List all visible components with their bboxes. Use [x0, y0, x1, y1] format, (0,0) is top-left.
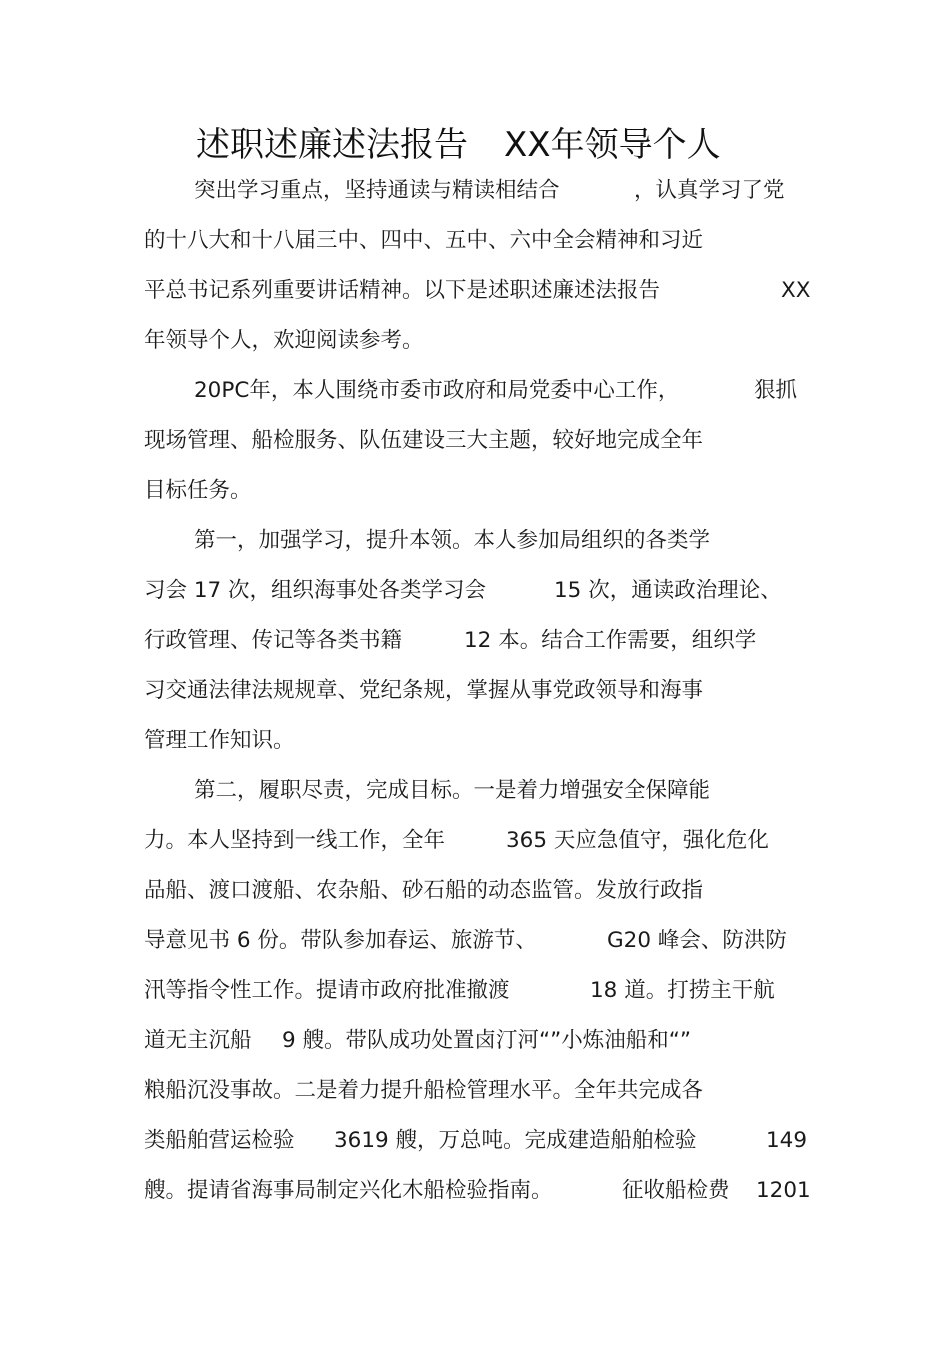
- text-segment: 18 道。打捞主干航: [590, 978, 775, 1003]
- text-segment: 平总书记系列重要讲话精神。以下是述职述廉述法报告: [144, 278, 661, 303]
- text-segment: 365 天应急值守，强化危化: [506, 828, 769, 853]
- text-segment: XX: [781, 278, 811, 303]
- text-segment: 道无主沉船: [144, 1028, 252, 1053]
- text-segment: 1201: [756, 1178, 811, 1203]
- text-segment: 狠抓: [754, 378, 798, 403]
- text-segment: 导意见书 6 份。带队参加春运、旅游节、: [144, 928, 537, 953]
- title-part-2: XX年领导个人: [504, 125, 721, 165]
- text-segment: 习会 17 次，组织海事处各类学习会: [144, 578, 487, 603]
- text-segment: 现场管理、船检服务、队伍建设三大主题，较好地完成全年: [144, 428, 704, 453]
- text-segment: 第二，履职尽责，完成目标。一是着力增强安全保障能: [194, 778, 711, 803]
- text-segment: 突出学习重点，坚持通读与精读相结合: [194, 178, 560, 203]
- text-segment: 汛等指令性工作。提请市政府批准撤渡: [144, 978, 510, 1003]
- text-segment: ，认真学习了党: [634, 178, 785, 203]
- text-segment: 力。本人坚持到一线工作，全年: [144, 828, 446, 853]
- text-segment: 年领导个人，欢迎阅读参考。: [144, 328, 424, 353]
- text-segment: G20 峰会、防洪防: [607, 928, 787, 953]
- text-segment: 12 本。结合工作需要，组织学: [464, 628, 757, 653]
- text-segment: 行政管理、传记等各类书籍: [144, 628, 403, 653]
- text-segment: 20PC年，本人围绕市委市政府和局党委中心工作，: [194, 378, 680, 403]
- text-segment: 管理工作知识。: [144, 728, 295, 753]
- text-segment: 粮船沉没事故。二是着力提升船检管理水平。全年共完成各: [144, 1078, 704, 1103]
- text-segment: 目标任务。: [144, 478, 252, 503]
- text-segment: 149: [766, 1128, 808, 1153]
- document-title: [196, 122, 721, 168]
- text-segment: 品船、渡口渡船、农杂船、砂石船的动态监管。发放行政指: [144, 878, 704, 903]
- text-segment: 3619 艘，万总吨。完成建造船舶检验: [334, 1128, 697, 1153]
- text-segment: 征收船检费: [622, 1178, 730, 1203]
- text-segment: 习交通法律法规规章、党纪条规，掌握从事党政领导和海事: [144, 678, 704, 703]
- text-segment: 艘。提请省海事局制定兴化木船检验指南。: [144, 1178, 553, 1203]
- text-segment: 类船舶营运检验: [144, 1128, 295, 1153]
- text-segment: 9 艘。带队成功处置卤汀河“”小炼油船和“”: [282, 1028, 692, 1053]
- title-part-1: 述职述廉述法报告: [196, 125, 468, 165]
- text-segment: 的十八大和十八届三中、四中、五中、六中全会精神和习近: [144, 228, 704, 253]
- text-segment: 第一，加强学习，提升本领。本人参加局组织的各类学: [194, 528, 711, 553]
- text-segment: 15 次，通读政治理论、: [554, 578, 782, 603]
